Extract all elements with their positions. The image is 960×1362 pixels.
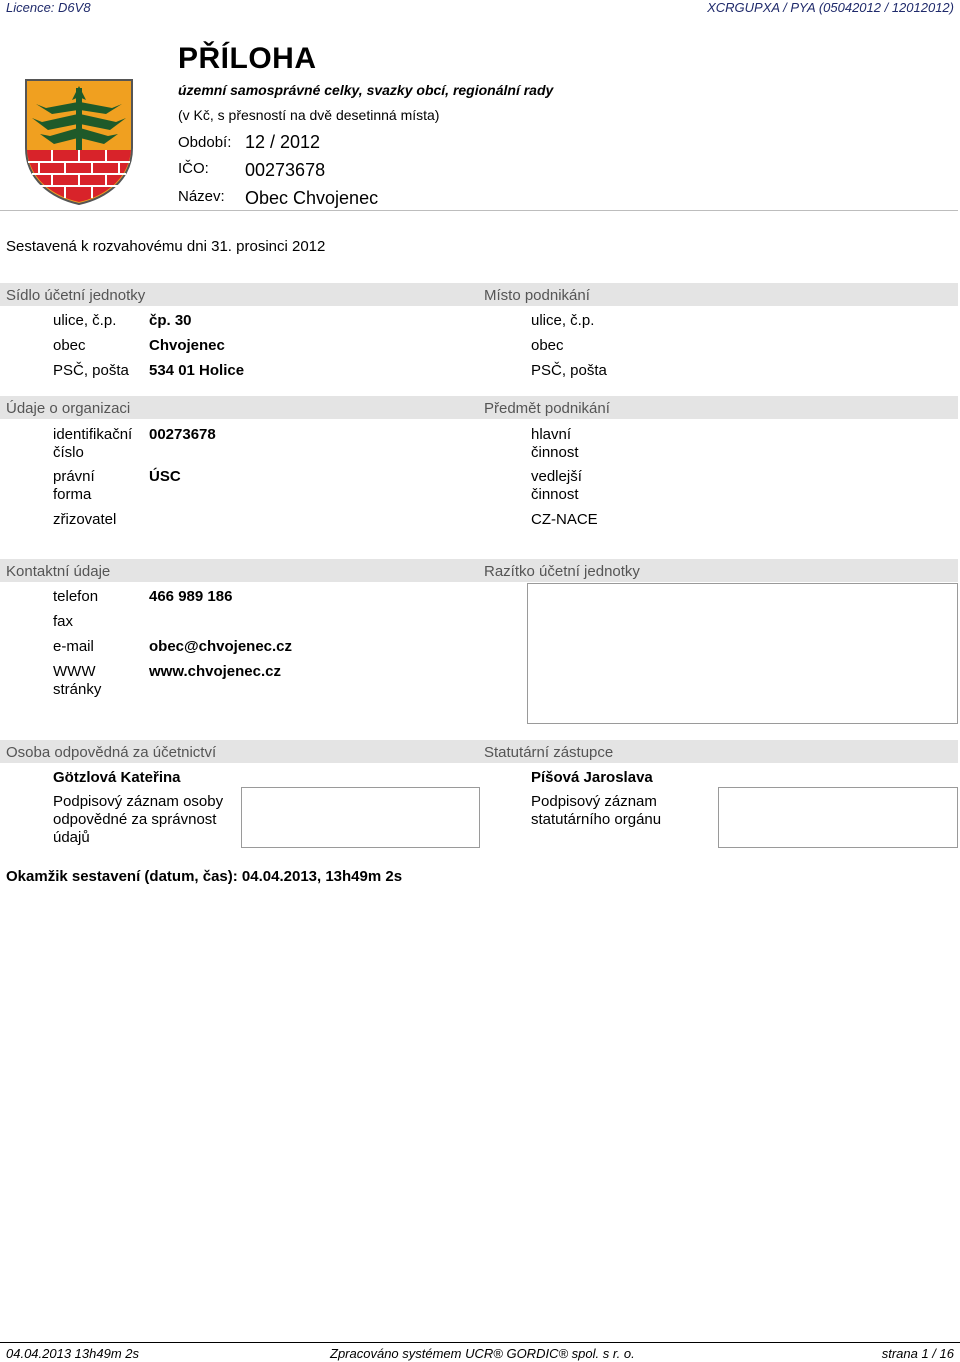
accountant-signature-box <box>241 787 480 848</box>
org-form-value: ÚSC <box>149 468 181 485</box>
org-form-label: právní forma <box>53 468 95 503</box>
seat-zip-value: 534 01 Holice <box>149 362 245 379</box>
seat-town-label: obec <box>53 337 86 354</box>
contact-section-title: Kontaktní údaje <box>6 563 111 580</box>
business-street-label: ulice, č.p. <box>531 312 595 329</box>
header-divider <box>0 210 958 211</box>
phone-value: 466 989 186 <box>149 588 233 605</box>
org-founder-label: zřizovatel <box>53 511 117 528</box>
page-title: PŘÍLOHA <box>178 42 317 75</box>
email-label: e-mail <box>53 638 94 655</box>
web-label: WWW stránky <box>53 663 102 698</box>
business-subject-section-title: Předmět podnikání <box>484 400 610 417</box>
name-label: Název: <box>178 188 225 205</box>
cz-nace-label: CZ-NACE <box>531 511 598 528</box>
email-value: obec@chvojenec.cz <box>149 638 293 655</box>
web-value: www.chvojenec.cz <box>149 663 281 680</box>
statutory-signature-box <box>718 787 958 848</box>
footer-system: Zpracováno systémem UCR® GORDIC® spol. s r. o. <box>330 1346 635 1361</box>
section-band-3 <box>0 559 958 582</box>
stamp-section-title: Razítko účetní jednotky <box>484 563 640 580</box>
name-value: Obec Chvojenec <box>245 188 379 208</box>
statutory-name: Píšová Jaroslava <box>531 769 653 786</box>
footer-page: strana 1 / 16 <box>881 1346 954 1361</box>
org-id-label: identifikační číslo <box>53 426 133 461</box>
balance-date: Sestavená k rozvahovému dni 31. prosinci 2012 <box>6 238 326 255</box>
accountant-name: Götzlová Kateřina <box>53 769 181 786</box>
fax-label: fax <box>53 613 74 630</box>
org-id-value: 00273678 <box>149 426 216 443</box>
accountant-signature-label: Podpisový záznam osoby odpovědné za správnost údajů <box>53 793 224 846</box>
accountant-section-title: Osoba odpovědná za účetnictví <box>6 744 217 761</box>
seat-street-value: čp. 30 <box>149 312 192 329</box>
seat-street-label: ulice, č.p. <box>53 312 117 329</box>
main-activity-label: hlavní činnost <box>531 426 579 461</box>
ico-label: IČO: <box>178 160 209 177</box>
statutory-signature-label: Podpisový záznam statutárního orgánu <box>531 793 662 828</box>
section-band-2 <box>0 396 958 419</box>
seat-zip-label: PSČ, pošta <box>53 362 129 379</box>
document-code: XCRGUPXA / PYA (05042012 / 12012012) <box>707 0 954 15</box>
licence-text: Licence: D6V8 <box>6 0 91 15</box>
footer-divider <box>0 1342 960 1343</box>
business-place-section-title: Místo podnikání <box>484 287 590 304</box>
period-value: 12 / 2012 <box>245 132 321 152</box>
business-zip-label: PSČ, pošta <box>531 362 607 379</box>
coat-of-arms-logo <box>24 78 134 206</box>
ico-value: 00273678 <box>245 160 326 180</box>
footer-timestamp: 04.04.2013 13h49m 2s <box>6 1346 139 1361</box>
compiled-at: Okamžik sestavení (datum, čas): 04.04.2013, 13h49m 2s <box>6 868 403 885</box>
statutory-section-title: Statutární zástupce <box>484 744 614 761</box>
document-subtitle: územní samosprávné celky, svazky obcí, regionální rady <box>178 82 554 98</box>
period-label: Období: <box>178 134 232 151</box>
side-activity-label: vedlejší činnost <box>531 468 582 503</box>
stamp-box <box>527 583 958 724</box>
seat-town-value: Chvojenec <box>149 337 225 354</box>
seat-section-title: Sídlo účetní jednotky <box>6 287 146 304</box>
phone-label: telefon <box>53 588 99 605</box>
business-town-label: obec <box>531 337 564 354</box>
organization-section-title: Údaje o organizaci <box>6 400 131 417</box>
precision-note: (v Kč, s přesností na dvě desetinná místa) <box>178 107 440 123</box>
